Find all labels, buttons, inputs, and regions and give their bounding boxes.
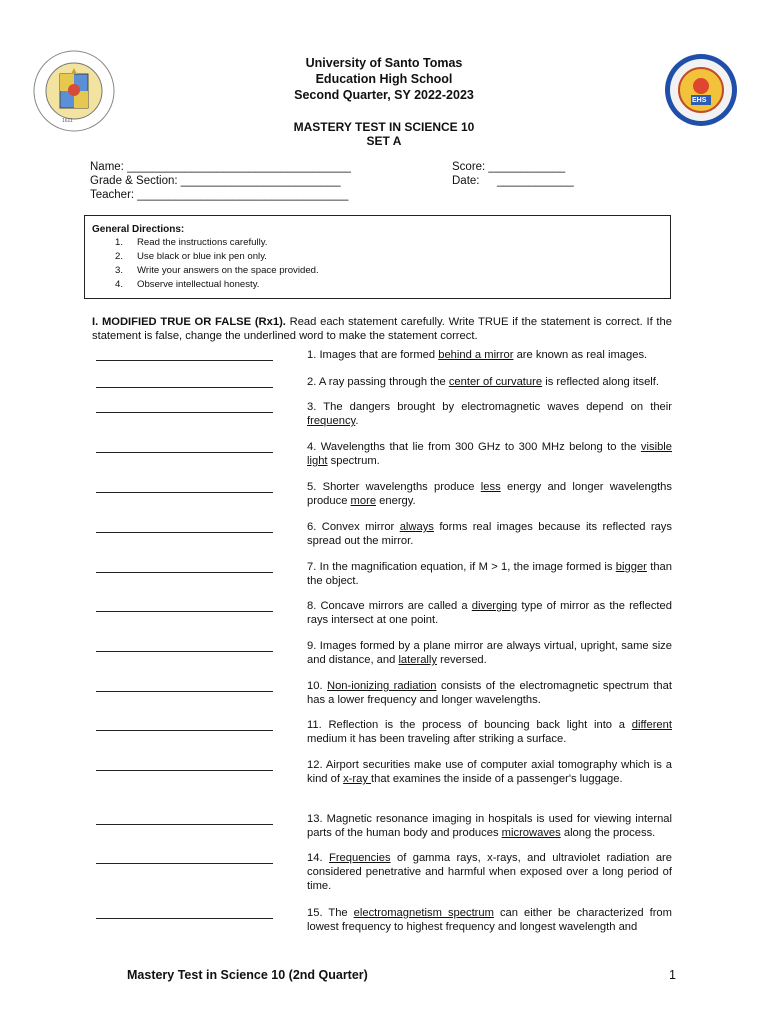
answer-blank[interactable] — [96, 611, 273, 612]
statement-text: can either be characterized from lowest frequency to highest frequency and longest wavelength and — [307, 907, 672, 933]
directions-title: General Directions: — [92, 224, 185, 235]
direction-item — [115, 251, 267, 263]
question-statement — [307, 348, 672, 362]
name-field: Name: ___________________________________ — [90, 161, 351, 173]
date-label: Date: — [452, 175, 480, 187]
statement-text: 4. Wavelengths that lie from 300 GHz to 300 MHz belong to the — [307, 441, 641, 453]
test-title: MASTERY TEST IN SCIENCE 10 — [293, 120, 475, 134]
direction-num: 4. — [115, 279, 124, 290]
underlined-term: always — [399, 521, 434, 533]
direction-item — [115, 279, 259, 291]
statement-text: 11. Reflection is the process of bouncing back light into a — [307, 719, 632, 731]
answer-blank[interactable] — [96, 730, 273, 731]
question-statement — [307, 480, 672, 508]
statement-text: is reflected along itself. — [542, 376, 659, 388]
statement-text: 3. The dangers brought by electromagnetic waves depend on their — [307, 401, 672, 413]
statement-text: 6. Convex mirror — [307, 521, 400, 533]
underlined-term: bigger — [615, 561, 647, 573]
section-instructions — [92, 315, 672, 343]
statement-text: 10. — [307, 680, 327, 692]
underlined-term: x-ray — [343, 773, 372, 785]
score-field: Score: ____________ — [452, 161, 566, 173]
underlined-term: electromagnetism spectrum — [353, 907, 494, 919]
statement-text: than the object. — [307, 561, 672, 587]
question-statement — [307, 400, 672, 428]
underlined-term: different — [631, 719, 672, 731]
answer-blank[interactable] — [96, 691, 273, 692]
section-instr-b: if the statement is correct. If the statement is false, change the underlined word to make the statement correct. — [92, 316, 672, 342]
statement-text: along the process. — [560, 827, 656, 839]
statement-text: are known as real images. — [513, 349, 648, 361]
underlined-term: center of curvature — [448, 376, 543, 388]
statement-text: . — [355, 415, 359, 427]
statement-text: 1. Images that are formed — [307, 349, 439, 361]
statement-text: energy and longer wavelengths produce — [307, 481, 672, 507]
underlined-term: behind a mirror — [438, 349, 514, 361]
statement-text: 9. Images formed by a plane mirror are always virtual, upright, same size and distance, and — [307, 640, 672, 666]
answer-blank[interactable] — [96, 492, 273, 493]
direction-num: 3. — [115, 265, 124, 276]
question-statement — [307, 520, 672, 548]
answer-blank[interactable] — [96, 863, 273, 864]
direction-item — [115, 265, 319, 277]
teacher-field: Teacher: _________________________________ — [90, 189, 349, 201]
statement-text: 2. A ray passing through the — [307, 376, 449, 388]
ehs-initials: EHS — [692, 97, 707, 104]
statement-text: energy. — [376, 495, 416, 507]
question-statement — [307, 560, 672, 588]
question-statement — [307, 599, 672, 627]
answer-blank[interactable] — [96, 452, 273, 453]
direction-item — [115, 237, 267, 249]
underlined-term: frequency — [307, 415, 356, 427]
direction-text: Observe intellectual honesty. — [137, 279, 260, 290]
answer-blank[interactable] — [96, 918, 273, 919]
footer-title: Mastery Test in Science 10 (2nd Quarter) — [127, 968, 368, 982]
question-statement — [307, 440, 672, 468]
statement-text: medium it has been traveling after striking a surface. — [307, 733, 567, 745]
statement-text: 14. — [307, 852, 329, 864]
answer-blank[interactable] — [96, 572, 273, 573]
direction-text: Use black or blue ink pen only. — [137, 251, 267, 262]
general-directions-box — [84, 215, 671, 299]
statement-text: type of mirror as the reflected rays intersect at one point. — [307, 600, 672, 626]
direction-text: Read the instructions carefully. — [137, 237, 268, 248]
question-statement — [307, 375, 672, 389]
underlined-term: Non-ionizing radiation — [326, 680, 437, 692]
question-statement — [307, 679, 672, 707]
section-true-word: TRUE — [478, 316, 509, 328]
grade-section-field: Grade & Section: _________________________ — [90, 175, 341, 187]
answer-blank[interactable] — [96, 651, 273, 652]
answer-blank[interactable] — [96, 770, 273, 771]
test-set: SET A — [366, 134, 402, 148]
statement-text: consists of the electromagnetic spectrum that has a lower frequency and longer wavelengths. — [307, 680, 672, 706]
quarter-label: Second Quarter, SY 2022-2023 — [294, 88, 474, 102]
underlined-term: Frequencies — [328, 852, 391, 864]
university-name: University of Santo Tomas — [305, 56, 463, 70]
direction-text: Write your answers on the space provided. — [137, 265, 319, 276]
underlined-term: less — [480, 481, 501, 493]
statement-text: forms real images because its reflected rays spread out the mirror. — [307, 521, 672, 547]
statement-text: 12. Airport securities make use of computer axial tomography which is a kind of — [307, 759, 672, 785]
direction-num: 2. — [115, 251, 124, 262]
statement-text: 7. In the magnification equation, if M > 1, the image formed is — [307, 561, 616, 573]
question-statement — [307, 718, 672, 746]
date-line: ____________ — [497, 175, 574, 187]
answer-blank[interactable] — [96, 824, 273, 825]
answer-blank[interactable] — [96, 412, 273, 413]
question-statement — [307, 758, 672, 786]
statement-text: 13. Magnetic resonance imaging in hospitals is used for viewing internal parts of the human body and produces — [307, 813, 672, 839]
answer-blank[interactable] — [96, 387, 273, 388]
question-statement — [307, 639, 672, 667]
statement-text: 15. The — [307, 907, 354, 919]
statement-text: 8. Concave mirrors are called a — [307, 600, 472, 612]
answer-blank[interactable] — [96, 532, 273, 533]
underlined-term: microwaves — [501, 827, 561, 839]
underlined-term: more — [350, 495, 377, 507]
statement-text: of gamma rays, x-rays, and ultraviolet radiation are considered penetrative and harmful when exposed over a long period of time. — [307, 852, 672, 892]
direction-num: 1. — [115, 237, 124, 248]
question-statement — [307, 851, 672, 893]
page-number: 1 — [669, 968, 676, 982]
section-title: I. MODIFIED TRUE OR FALSE (Rx1). — [92, 316, 286, 328]
statement-text: that examines the inside of a passenger's luggage. — [371, 773, 623, 785]
underlined-term: visible light — [307, 441, 672, 467]
school-name: Education High School — [315, 72, 453, 86]
question-statement — [307, 812, 672, 840]
ust-seal-year: 1611 — [62, 118, 73, 124]
statement-text: spectrum. — [327, 455, 380, 467]
underlined-term: diverging — [471, 600, 518, 612]
statement-text: reversed. — [437, 654, 487, 666]
underlined-term: laterally — [398, 654, 437, 666]
question-statement — [307, 906, 672, 934]
section-instr-a: Read each statement carefully. Write — [285, 316, 479, 328]
answer-blank[interactable] — [96, 360, 273, 361]
statement-text: 5. Shorter wavelengths produce — [307, 481, 481, 493]
